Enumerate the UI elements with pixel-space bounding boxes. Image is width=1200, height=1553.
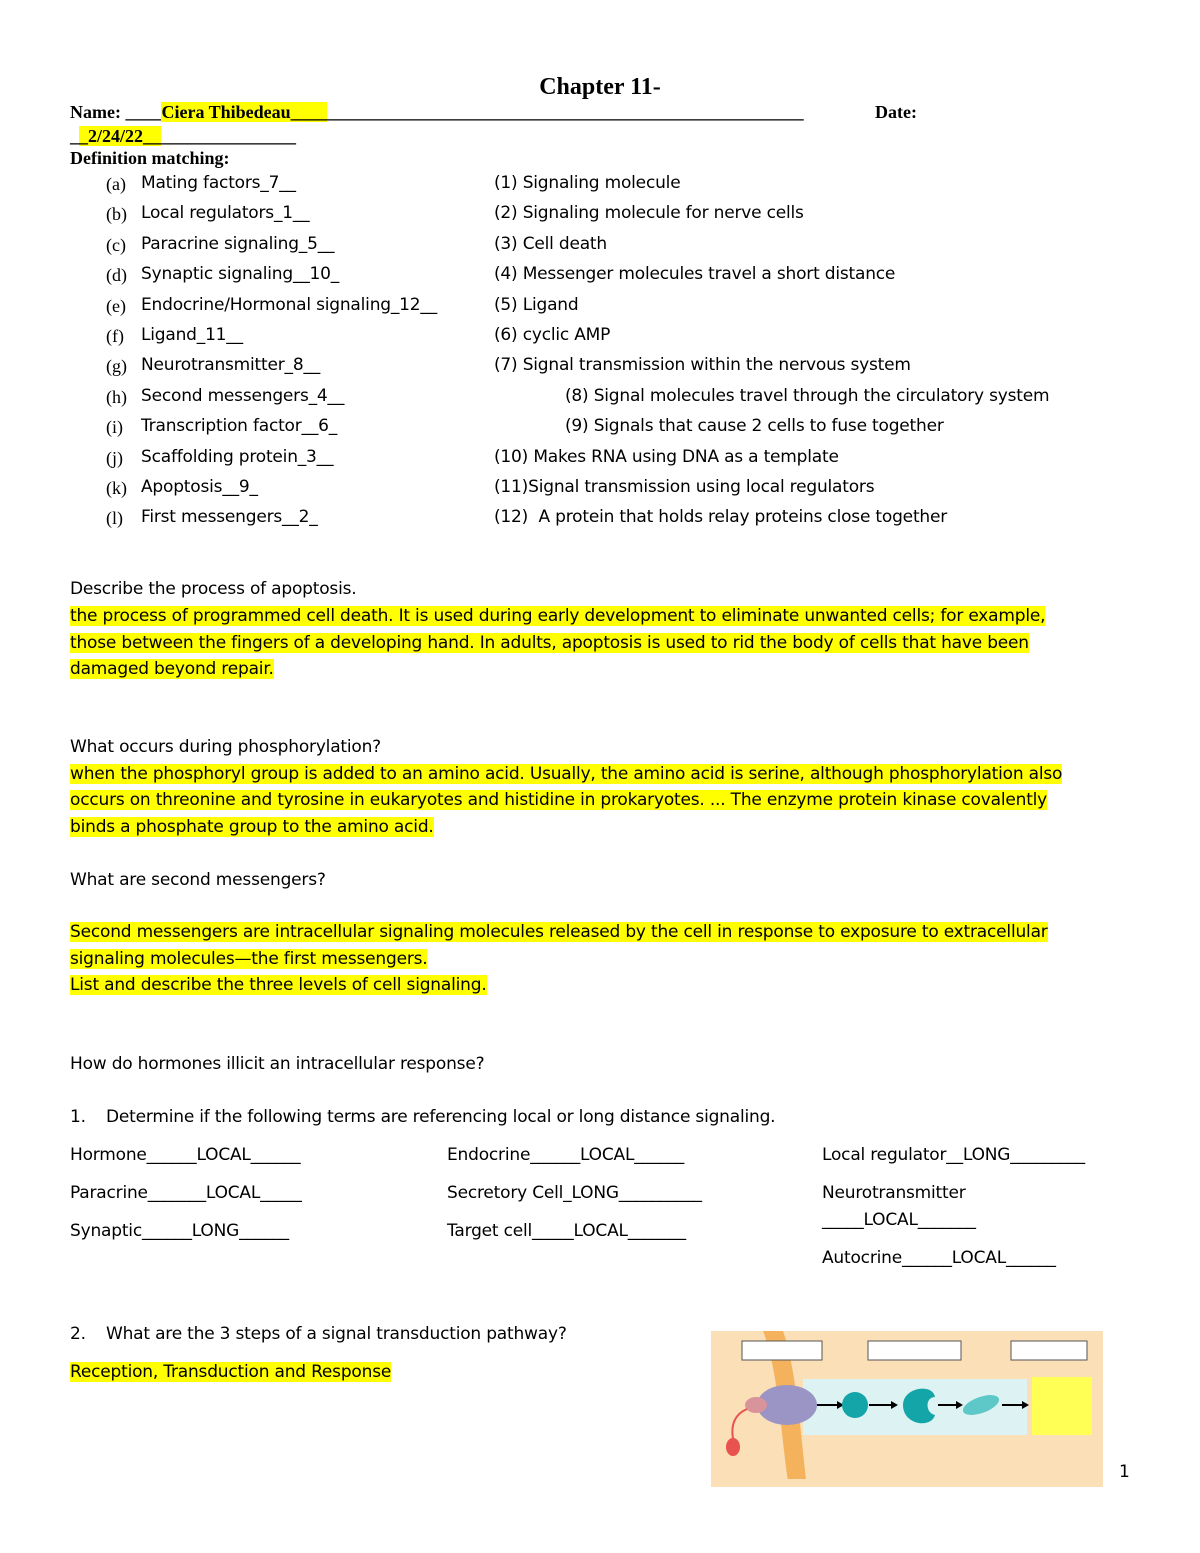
matching-definition [494,447,839,467]
second-messengers-question: What are second messengers? [70,870,326,890]
term-paracrine: Paracrine_______LOCAL_____ [70,1183,302,1203]
definition-text: Signal molecules travel through the circulatory system [588,386,1050,406]
matching-term: Apoptosis__9_ [141,477,258,497]
response-label-box [1011,1341,1087,1360]
name-label: Name: [70,102,126,122]
apoptosis-answer-line: damaged beyond repair. [70,659,274,679]
diagram-footer [711,1479,1103,1487]
matching-term: Ligand_11__ [141,325,243,345]
matching-definition [494,325,610,345]
definition-number: (4) [494,264,518,284]
definition-matching-label: Definition matching: [70,148,230,168]
apoptosis-answer-line: those between the fingers of a developing hand. In adults, apoptosis is used to rid the body of cells that have been [70,633,1029,653]
definition-number: (5) [494,295,518,315]
definition-text: Signal transmission within the nervous system [517,355,911,375]
term-endocrine: Endocrine______LOCAL______ [447,1145,685,1165]
matching-definition [494,264,895,284]
definition-text: Signal transmission using local regulators [528,477,875,497]
matching-definition [494,295,578,315]
phosphorylation-answer-line: binds a phosphate group to the amino acid. [70,817,434,837]
matching-term: First messengers__2_ [141,507,318,527]
page-number: 1 [1119,1462,1130,1482]
phosphorylation-answer-line: when the phosphoryl group is added to an amino acid. Usually, the amino acid is serine, although phosphorylation also [70,764,1063,784]
definition-number: (11) [494,477,529,497]
matching-term: Mating factors_7__ [141,173,296,193]
relay-molecule-1 [842,1392,868,1418]
q1-number: 1. [70,1107,86,1127]
term-neurotransmitter-answer: _____LOCAL_______ [822,1210,976,1230]
q2-answer: Reception, Transduction and Response [70,1362,392,1382]
definition-number: (7) [494,355,518,375]
definition-number: (6) [494,325,518,345]
term-target-cell: Target cell_____LOCAL_______ [447,1221,686,1241]
q2-number: 2. [70,1324,86,1344]
definition-number: (9) [565,416,589,436]
date-line: _______________ [161,126,297,146]
reception-label-box [742,1341,822,1360]
definition-number: (3) [494,234,518,254]
second-messengers-answer-line: Second messengers are intracellular signaling molecules released by the cell in response to exposure to extracellular [70,922,1048,942]
matching-term: Endocrine/Hormonal signaling_12__ [141,295,437,315]
matching-definition [494,507,947,527]
matching-definition [494,355,911,375]
definition-text: cyclic AMP [517,325,611,345]
matching-definition [565,416,944,436]
matching-key: (h) [106,387,127,407]
date-label: Date: [875,102,917,122]
matching-term: Local regulators_1__ [141,203,310,223]
definition-text: Signaling molecule for nerve cells [517,203,804,223]
matching-key: (l) [106,508,123,528]
matching-definition [494,173,680,193]
page-title: Chapter 11- [539,74,661,100]
name-line: _____________________________________________________ [326,102,804,122]
matching-key: (a) [106,174,126,194]
date-value: _2/24/22__ [79,126,162,146]
matching-definition [494,203,804,223]
name-pre: ____ [125,102,162,122]
term-local-regulator: Local regulator__LONG_________ [822,1145,1085,1165]
definition-text: A protein that holds relay proteins close together [528,507,948,527]
definition-text: Signals that cause 2 cells to fuse together [588,416,944,436]
definition-number: (1) [494,173,518,193]
matching-term: Second messengers_4__ [141,386,345,406]
matching-term: Transcription factor__6_ [141,416,338,436]
signal-transduction-diagram [711,1331,1103,1487]
definition-text: Makes RNA using DNA as a template [528,447,839,467]
matching-term: Neurotransmitter_8__ [141,355,321,375]
phosphorylation-answer-line: occurs on threonine and tyrosine in eukaryotes and histidine in prokaryotes. ... The enzyme protein kinase covalently [70,790,1048,810]
matching-key: (b) [106,204,127,224]
matching-key: (i) [106,417,123,437]
matching-definition [565,386,1049,406]
name-row [70,102,804,123]
hormones-question: How do hormones illicit an intracellular response? [70,1054,485,1074]
date-pre: _ [70,126,79,146]
q2-text: What are the 3 steps of a signal transduction pathway? [106,1324,567,1344]
term-autocrine: Autocrine______LOCAL______ [822,1248,1056,1268]
q1-text: Determine if the following terms are referencing local or long distance signaling. [106,1107,776,1127]
apoptosis-question: Describe the process of apoptosis. [70,579,357,599]
matching-key: (d) [106,265,127,285]
definition-number: (10) [494,447,529,467]
matching-key: (c) [106,235,126,255]
transduction-label-box [868,1341,961,1360]
name-value: Ciera Thibedeau____ [161,102,327,122]
date-row [70,126,296,147]
response-box [1032,1377,1092,1435]
matching-term: Paracrine signaling_5__ [141,234,335,254]
matching-key: (j) [106,448,123,468]
matching-term: Synaptic signaling__10_ [141,264,340,284]
matching-definition [494,477,874,497]
matching-key: (k) [106,478,127,498]
definition-number: (12) [494,507,529,527]
matching-key: (g) [106,356,127,376]
signal-transduction-figure [711,1331,1103,1487]
matching-key: (f) [106,326,124,346]
second-messengers-answer-line: signaling molecules—the first messengers. [70,949,428,969]
term-neurotransmitter: Neurotransmitter [822,1183,966,1203]
apoptosis-answer-line: the process of programmed cell death. It is used during early development to eliminate unwanted cells; for example, [70,606,1046,626]
term-secretory-cell: Secretory Cell_LONG__________ [447,1183,702,1203]
definition-text: Cell death [517,234,607,254]
matching-key: (e) [106,296,126,316]
signal-molecule [726,1438,740,1456]
definition-number: (8) [565,386,589,406]
ligand-binding-site [745,1397,767,1413]
three-levels-question: List and describe the three levels of cell signaling. [70,975,487,995]
definition-text: Messenger molecules travel a short distance [517,264,896,284]
phosphorylation-question: What occurs during phosphorylation? [70,737,382,757]
term-hormone: Hormone______LOCAL______ [70,1145,301,1165]
matching-term: Scaffolding protein_3__ [141,447,334,467]
definition-number: (2) [494,203,518,223]
matching-definition [494,234,607,254]
definition-text: Signaling molecule [517,173,681,193]
term-synaptic: Synaptic______LONG______ [70,1221,289,1241]
definition-text: Ligand [517,295,579,315]
